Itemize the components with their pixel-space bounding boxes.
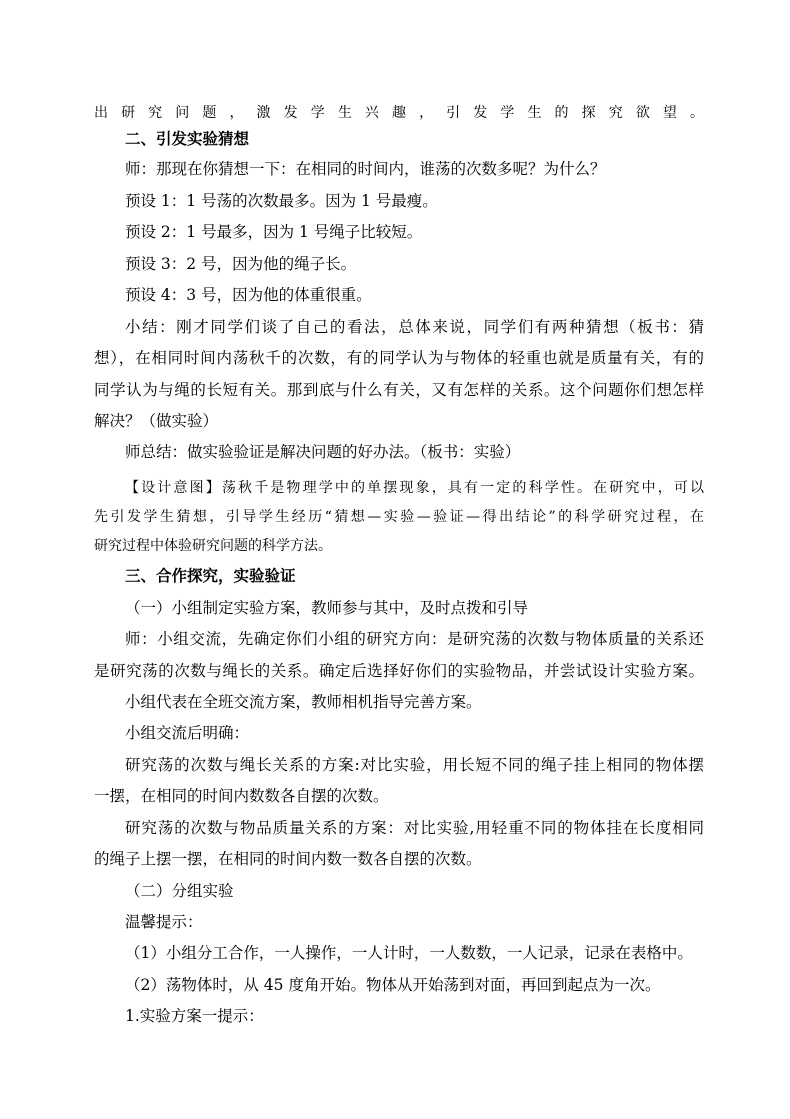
paragraph-plan-mass-line-2: 的绳子上摆一摆，在相同的时间内数一数各自摆的次数。	[94, 850, 482, 868]
paragraph-tip-1: （1）小组分工合作，一人操作，一人计时，一人数数，一人记录，记录在表格中。	[125, 944, 693, 962]
paragraph-class-exchange: 小组代表在全班交流方案，教师相机指导完善方案。	[125, 693, 482, 711]
design-intent-line-2: 先引发学生猜想，引导学生经历“猜想—实验—验证—得出结论”的科学研究过程，在	[94, 509, 704, 525]
paragraph-hypothesis-3: 预设 3：2 号，因为他的绳子长。	[125, 255, 357, 273]
paragraph-summary-line-2: 想），在相同时间内荡秋千的次数，有的同学认为与物体的轻重也就是质量有关，有的	[94, 349, 704, 367]
paragraph-hypothesis-4: 预设 4：3 号，因为他的体重很重。	[125, 286, 372, 304]
paragraph-plan-one-heading: 1.实验方案一提示：	[125, 1007, 264, 1025]
subsection-heading-1: （一）小组制定实验方案，教师参与其中，及时点拨和引导	[125, 599, 529, 617]
paragraph-tip-2: （2）荡物体时，从 45 度角开始。物体从开始荡到对面，再回到起点为一次。	[125, 976, 661, 994]
paragraph-plan-length-line-2: 一摆，在相同的时间内数数各自摆的次数。	[94, 787, 389, 805]
paragraph-group-exchange-line-2: 是研究荡的次数与绳长的关系。确定后选择好你们的实验物品，并尝试设计实验方案。	[94, 662, 704, 680]
paragraph-tips-label: 温馨提示：	[125, 913, 203, 931]
paragraph-summary-line-3: 同学认为与绳的长短有关。那到底与什么有关，又有怎样的关系。这个问题你们想怎样	[94, 381, 704, 399]
paragraph-hypothesis-1: 预设 1：1 号荡的次数最多。因为 1 号最瘦。	[125, 192, 438, 210]
paragraph-clarify: 小组交流后明确：	[125, 724, 250, 742]
design-intent-line-1: 【设计意图】荡秋千是物理学中的单摆现象，具有一定的科学性。在研究中，可以	[125, 480, 704, 496]
paragraph-plan-mass-line-1: 研究荡的次数与物品质量关系的方案：对比实验,用轻重不同的物体挂在长度相同	[125, 819, 704, 837]
design-intent-line-3: 研究过程中体验研究问题的科学方法。	[94, 538, 332, 554]
subsection-heading-2: （二）分组实验	[125, 882, 234, 900]
paragraph-summary-line-1: 小结：刚才同学们谈了自己的看法，总体来说，同学们有两种猜想（板书：猜	[125, 318, 704, 336]
paragraph-plan-length-line-1: 研究荡的次数与绳长关系的方案:对比实验，用长短不同的绳子挂上相同的物体摆	[125, 756, 704, 774]
paragraph-teacher-question: 师：那现在你猜想一下：在相同的时间内，谁荡的次数多呢？为什么？	[125, 160, 606, 178]
paragraph-hypothesis-2: 预设 2：1 号最多，因为 1 号绳子比较短。	[125, 223, 423, 241]
section-heading-3: 三、合作探究，实验验证	[125, 566, 296, 585]
paragraph-teacher-summary: 师总结：做实验验证是解决问题的好办法。（板书：实验）	[125, 443, 521, 461]
paragraph-group-exchange-line-1: 师：小组交流，先确定你们小组的研究方向：是研究荡的次数与物体质量的关系还	[125, 630, 704, 648]
intent-continuation: 出研究问题，激发学生兴趣，引发学生的探究欲望。	[94, 105, 704, 121]
paragraph-summary-line-4: 解决？（做实验）	[94, 412, 219, 430]
section-heading-2: 二、引发实验猜想	[125, 129, 250, 148]
